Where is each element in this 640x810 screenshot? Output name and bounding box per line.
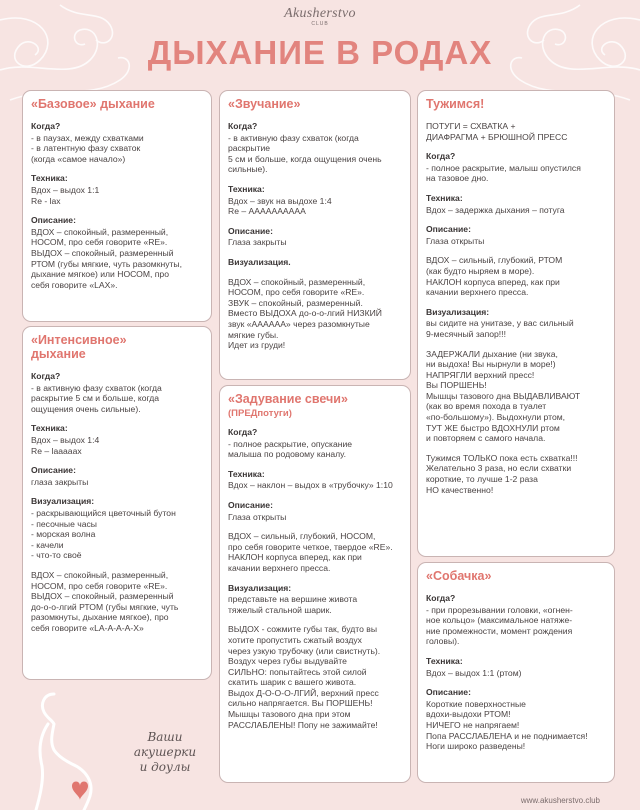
- text-description: Короткие поверхностные вдохи-выдохи РТОМ! НИЧЕГО не напрягаем! Попа РАССЛАБЛЕНА и не поднимается! Ноги широко разведены!: [426, 698, 588, 752]
- logo-sub: CLUB: [311, 21, 329, 27]
- text-final: Тужимся ТОЛЬКО пока есть схватка!!! Желательно 3 раза, но если схватки короткие, то лучше 1-2 раза НО качественно!: [426, 452, 578, 495]
- section-when: [31, 121, 203, 164]
- label-technique: Техника:: [31, 173, 68, 184]
- text-visualization-extra: ЗАДЕРЖАЛИ дыхание (ни звука, ни выдоха! Вы нырнули в море!) НАПРЯГЛИ верхний пресс! Вы ПОРШЕНЬ! Мышцы тазового дна ВЫДАВЛИВАЮТ (как во время похода в туалет «по-большому»). Выдохнули ртом, ТУТ ЖЕ быстро ВДОХНУЛИ ртом и повторяем с самого начала.: [426, 348, 581, 444]
- logo: [0, 6, 640, 27]
- label-visualization: Визуализация:: [31, 496, 95, 507]
- text-when: - полное раскрытие, опускание малыша по родовому каналу.: [228, 438, 353, 460]
- text-when: - в активную фазу схваток (когда раскрытие 5 см и больше, когда ощущения очень сильные).: [31, 382, 162, 414]
- logo-name: Akusherstvo: [284, 6, 356, 21]
- text-visualization: - раскрывающийся цветочный бутон - песочные часы - морская волна - качели - что-то своё: [31, 507, 176, 561]
- text-description: Глаза открыты: [228, 511, 287, 522]
- label-visualization: Визуализация:: [426, 306, 490, 317]
- section-visualization: [228, 257, 402, 351]
- text-visualization: вы сидите на унитазе, у вас сильный 9-месячный запор!!!: [426, 318, 574, 339]
- text-intro: ПОТУГИ = СХВАТКА + ДИАФРАГМА + БРЮШНОЙ ПРЕСС: [426, 121, 568, 142]
- card-candle-blowing: [219, 385, 411, 783]
- label-when: Когда?: [228, 427, 258, 437]
- text-description: Глаза закрыты: [228, 237, 287, 248]
- label-when: Когда?: [31, 121, 61, 131]
- text-visualization-extra: ВЫДОХ - сожмите губы так, будто вы хотите пропустить сжатый воздух через узкую трубочку (или свистнуть). Воздух через губы выдувайте СИЛЬНО: попытайтесь этой силой скатить шарик с вашего живота. Выдох Д-О-О-О-ЛГИЙ, верхний пресс сильно напрягается. Вы ПОРШЕНЬ! Мышцы тазового дна при этом РАССЛАБЛЕНЫ! Попу не зажимайте!: [228, 624, 381, 730]
- label-technique: Техника:: [228, 183, 265, 194]
- text-description: глаза закрыты: [31, 476, 89, 487]
- section-when: [228, 427, 402, 460]
- text-technique: Вдох – выдох 1:1 (ртом): [426, 667, 522, 678]
- section-technique: [228, 184, 402, 217]
- label-when: Когда?: [426, 151, 456, 162]
- text-visualization: ВДОХ – спокойный, размеренный, НОСОМ, про себя говорите «RE». ЗВУК – спокойный, размеренный. Вместо ВЫДОХА до-о-о-лгий НИЗКИЙ звук «АААААА» через разомкнутые мягкие губы. Идет из груди!: [228, 276, 382, 351]
- text-when: - в паузах, между схватками - в латентную фазу схваток (когда «самое начало»): [31, 132, 144, 164]
- text-technique: Вдох – выдох 1:4 Re – laaaaax: [31, 434, 100, 456]
- label-description: Описание:: [426, 687, 471, 698]
- signature-caption: Ваши акушерки и доулы: [133, 730, 197, 774]
- label-technique: Техника:: [426, 192, 463, 203]
- text-description: ВДОХ – спокойный, размеренный, НОСОМ, про себя говорите «RE». ВЫДОХ – спокойный, размеренный РТОМ (губы мягкие, чуть разомкнуты, дыхание мягкое) или НОСОМ, про себя говорите «LAX».: [31, 226, 182, 290]
- label-visualization: Визуализация.: [228, 256, 291, 267]
- section-visualization: [228, 583, 402, 616]
- card-title: «Задувание свечи»: [228, 392, 348, 406]
- card-sound-breathing: [219, 90, 411, 380]
- card-basic-breathing: [22, 90, 212, 322]
- section-technique: [31, 173, 203, 206]
- section-description: [228, 226, 402, 248]
- section-when: [228, 121, 402, 175]
- label-description: Описание:: [31, 215, 76, 226]
- text-extra: ВДОХ – спокойный, размеренный, НОСОМ, про себя говорите «RE». ВЫДОХ – спокойный, размеренный до-о-о-лгий РТОМ (губы мягкие, чуть разомкнуты, дыхание мягкое), про себя говорите «LA-A-A-A-X»: [31, 569, 179, 633]
- label-description: Описание:: [31, 465, 76, 476]
- section-technique: [31, 423, 203, 456]
- card-title: Тужимся!: [426, 97, 485, 111]
- page-title: ДЫХАНИЕ В РОДАХ: [147, 34, 493, 71]
- text-description: Глаза открыты: [426, 235, 485, 246]
- text-when: - полное раскрытие, малыш опустился на тазовое дно.: [426, 162, 581, 184]
- section-description: [31, 465, 203, 487]
- section-visualization: [426, 307, 606, 340]
- label-technique: Техника:: [31, 423, 68, 434]
- label-visualization: Визуализация:: [228, 582, 292, 593]
- label-when: Когда?: [426, 593, 456, 603]
- text-when: - при прорезывании головки, «огнен- ное кольцо» (максимальное натяже- ние промежности, момент рождения головы).: [426, 604, 573, 647]
- section-when: [426, 151, 606, 184]
- text-when: - в активную фазу схваток (когда раскрытие 5 см и больше, когда ощущения очень сильные).: [228, 132, 382, 175]
- section-when: [31, 371, 203, 414]
- label-technique: Техника:: [426, 655, 463, 666]
- text-technique: Вдох – звук на выдохе 1:4 Re – АААААААААА: [228, 195, 332, 217]
- section-technique: [426, 656, 606, 678]
- card-dog-breathing: [417, 562, 615, 783]
- card-title: «Базовое» дыхание: [31, 97, 155, 111]
- label-when: Когда?: [228, 121, 258, 131]
- card-title: «Интенсивное» дыхание: [31, 333, 127, 361]
- card-intensive-breathing: [22, 326, 212, 680]
- text-visualization: представьте на вершине живота тяжелый стальной шарик.: [228, 594, 358, 615]
- text-technique: Вдох – выдох 1:1 Re - lax: [31, 184, 100, 206]
- section-description: [228, 500, 402, 522]
- text-description-extra: ВДОХ – сильный, глубокий, РТОМ (как будто ныряем в море). НАКЛОН корпуса вперед, как при качании верхнего пресса.: [426, 255, 563, 298]
- label-when: Когда?: [31, 371, 61, 381]
- label-description: Описание:: [228, 499, 273, 510]
- card-subtitle: (ПРЕДпотуги): [228, 408, 292, 419]
- section-technique: [228, 469, 402, 491]
- text-technique: Вдох – наклон – выдох в «трубочку» 1:10: [228, 480, 393, 491]
- label-description: Описание:: [228, 225, 273, 236]
- card-title: «Звучание»: [228, 97, 301, 111]
- section-visualization: [31, 496, 203, 561]
- section-technique: [426, 193, 606, 215]
- section-description: [426, 224, 606, 246]
- section-description: [31, 215, 203, 290]
- text-description-extra: ВДОХ – сильный, глубокий, НОСОМ, про себя говорите четкое, твердое «RE». НАКЛОН корпуса вперед, как при качании верхнего пресса.: [228, 531, 393, 573]
- label-technique: Техника:: [228, 468, 265, 479]
- section-description: [426, 687, 606, 752]
- card-title: «Собачка»: [426, 569, 492, 583]
- label-description: Описание:: [426, 224, 471, 235]
- heart-icon: [72, 782, 88, 801]
- pregnant-silhouette-icon: [14, 690, 124, 810]
- section-when: [426, 593, 606, 647]
- footer-url[interactable]: www.akusherstvo.club: [520, 796, 600, 805]
- card-pushing: [417, 90, 615, 557]
- text-technique: Вдох – задержка дыхания – потуга: [426, 204, 565, 215]
